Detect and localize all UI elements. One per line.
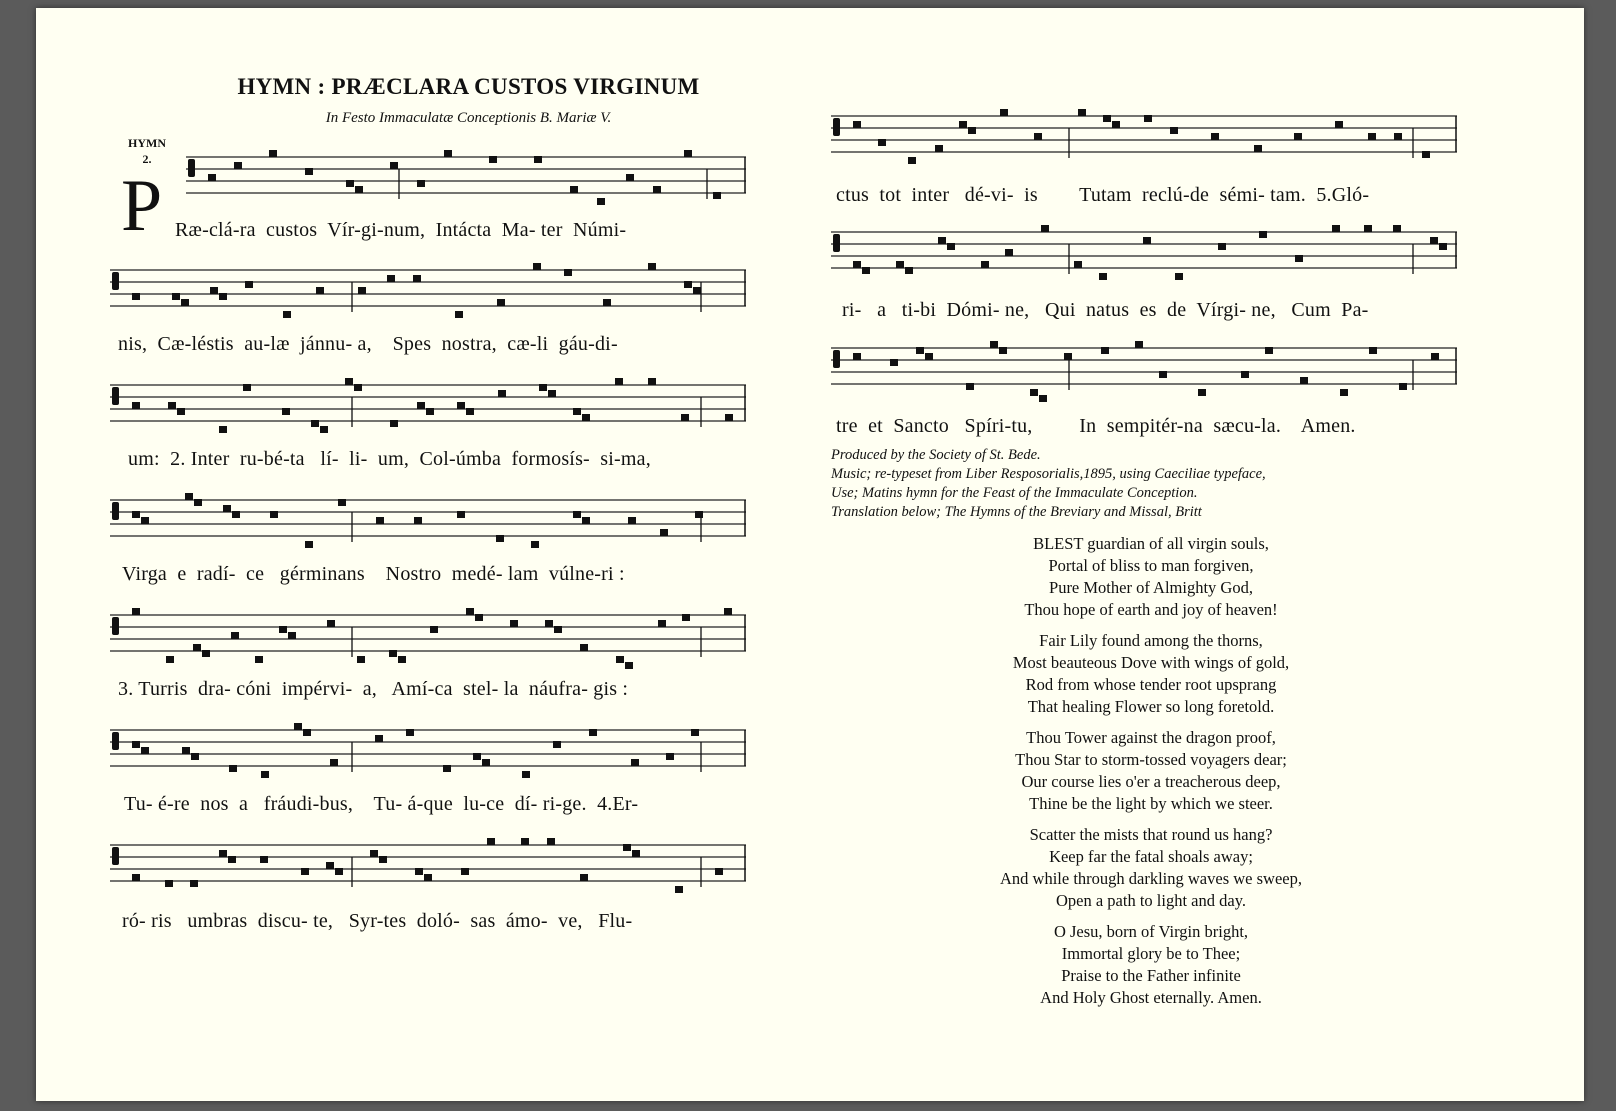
neume-note xyxy=(282,408,290,415)
clef-icon xyxy=(112,272,119,290)
neume-note xyxy=(713,192,721,199)
neume-note xyxy=(141,747,149,754)
neume-note xyxy=(554,626,562,633)
chant-staff xyxy=(110,373,746,433)
neume-note xyxy=(1294,133,1302,140)
neume-note xyxy=(387,275,395,282)
credits-block xyxy=(831,446,1471,522)
neume-note xyxy=(1335,121,1343,128)
neume-note xyxy=(376,517,384,524)
neume-note xyxy=(190,880,198,887)
neume-note xyxy=(999,347,1007,354)
translation-line: Thou Star to storm-tossed voyagers dear; xyxy=(1015,750,1287,769)
translation-block xyxy=(831,533,1471,1018)
neume-note xyxy=(533,263,541,270)
neume-note xyxy=(1340,389,1348,396)
neume-note xyxy=(531,541,539,548)
neume-note xyxy=(338,499,346,506)
neume-note xyxy=(132,741,140,748)
neume-note xyxy=(457,511,465,518)
translation-line: Thou hope of earth and joy of heaven! xyxy=(1024,600,1278,619)
translation-stanza xyxy=(831,727,1471,815)
translation-line: Fair Lily found among the thorns, xyxy=(1039,631,1263,650)
neume-note xyxy=(305,541,313,548)
translation-stanza xyxy=(831,630,1471,718)
chant-staff xyxy=(110,718,746,778)
chant-staff xyxy=(831,336,1457,396)
neume-note xyxy=(1241,371,1249,378)
translation-line: Rod from whose tender root upsprang xyxy=(1025,675,1277,694)
neume-note xyxy=(305,168,313,175)
neume-note xyxy=(424,874,432,881)
neume-note xyxy=(896,261,904,268)
neume-note xyxy=(1099,273,1107,280)
neume-note xyxy=(327,620,335,627)
neume-note xyxy=(466,608,474,615)
neume-note xyxy=(1369,347,1377,354)
translation-line: Immortal glory be to Thee; xyxy=(1061,944,1241,963)
neume-note xyxy=(294,723,302,730)
neume-note xyxy=(1030,389,1038,396)
neume-note xyxy=(564,269,572,276)
neume-note xyxy=(132,511,140,518)
neume-note xyxy=(270,511,278,518)
translation-stanza xyxy=(831,824,1471,912)
neume-note xyxy=(406,729,414,736)
chant-staff xyxy=(110,833,746,893)
neume-note xyxy=(245,281,253,288)
neume-note xyxy=(521,838,529,845)
lyric-line: nis, Cæ-léstis au-læ jánnu- a, Spes nostra, cæ-li gáu-di- xyxy=(118,333,618,355)
neume-note xyxy=(303,729,311,736)
neume-note xyxy=(1000,109,1008,116)
neume-note xyxy=(288,632,296,639)
translation-line: Praise to the Father infinite xyxy=(1061,966,1241,985)
neume-note xyxy=(194,499,202,506)
neume-note xyxy=(878,139,886,146)
lyric-line: Ræ-clá-ra custos Vír-gi-num, Intácta Ma- ter Númi- xyxy=(175,219,627,241)
neume-note xyxy=(370,850,378,857)
neume-note xyxy=(853,353,861,360)
neume-note xyxy=(625,662,633,669)
neume-note xyxy=(1211,133,1219,140)
neume-note xyxy=(615,378,623,385)
neume-note xyxy=(1399,383,1407,390)
neume-note xyxy=(603,299,611,306)
translation-line: BLEST guardian of all virgin souls, xyxy=(1033,534,1269,553)
neume-note xyxy=(935,145,943,152)
neume-note xyxy=(172,293,180,300)
translation-line: Pure Mother of Almighty God, xyxy=(1049,578,1253,597)
neume-note xyxy=(1101,347,1109,354)
neume-note xyxy=(582,517,590,524)
clef-icon xyxy=(112,732,119,750)
neume-note xyxy=(695,511,703,518)
clef-icon xyxy=(188,159,195,177)
neume-note xyxy=(853,261,861,268)
neume-note xyxy=(202,650,210,657)
hymn-number-label xyxy=(119,135,175,167)
neume-note xyxy=(1422,151,1430,158)
neume-note xyxy=(1005,249,1013,256)
neume-note xyxy=(414,517,422,524)
neume-note xyxy=(938,237,946,244)
hymn-label-word: HYMN xyxy=(128,136,166,150)
chant-staff xyxy=(831,104,1457,164)
translation-stanza xyxy=(831,921,1471,1009)
neume-note xyxy=(1430,237,1438,244)
translation-line: Keep far the fatal shoals away; xyxy=(1049,847,1253,866)
neume-note xyxy=(682,614,690,621)
neume-note xyxy=(261,771,269,778)
lyric-line: um: 2. Inter ru-bé-ta lí- li- um, Col-úmba formosís- si-ma, xyxy=(128,448,651,470)
neume-note xyxy=(925,353,933,360)
neume-note xyxy=(553,741,561,748)
neume-note xyxy=(379,856,387,863)
drop-cap-initial: P xyxy=(121,165,163,247)
neume-note xyxy=(489,156,497,163)
neume-note xyxy=(959,121,967,128)
neume-note xyxy=(357,656,365,663)
neume-note xyxy=(666,753,674,760)
neume-note xyxy=(231,632,239,639)
neume-note xyxy=(684,150,692,157)
neume-note xyxy=(455,311,463,318)
neume-note xyxy=(1175,273,1183,280)
neume-note xyxy=(330,759,338,766)
neume-note xyxy=(335,868,343,875)
neume-note xyxy=(185,493,193,500)
neume-note xyxy=(182,747,190,754)
neume-note xyxy=(132,402,140,409)
lyric-line: ctus tot inter dé-vi- is Tutam reclú-de sémi- tam. 5.Gló- xyxy=(836,184,1370,206)
credits-line: Translation below; The Hymns of the Breviary and Missal, Britt xyxy=(831,504,1202,520)
neume-note xyxy=(916,347,924,354)
neume-note xyxy=(539,384,547,391)
neume-note xyxy=(311,420,319,427)
neume-note xyxy=(628,517,636,524)
neume-note xyxy=(457,402,465,409)
neume-note xyxy=(1135,341,1143,348)
translation-line: Open a path to light and day. xyxy=(1055,891,1246,910)
neume-note xyxy=(165,880,173,887)
neume-note xyxy=(466,408,474,415)
translation-line: O Jesu, born of Virgin bright, xyxy=(1053,922,1249,941)
neume-note xyxy=(132,608,140,615)
neume-note xyxy=(430,626,438,633)
neume-note xyxy=(510,620,518,627)
neume-note xyxy=(1039,395,1047,402)
hymn-label-number: 2. xyxy=(142,152,152,166)
chant-staff xyxy=(110,603,746,663)
neume-note xyxy=(1034,133,1042,140)
neume-note xyxy=(320,426,328,433)
neume-note xyxy=(681,414,689,421)
neume-note xyxy=(346,180,354,187)
neume-note xyxy=(675,886,683,893)
neume-note xyxy=(570,186,578,193)
neume-note xyxy=(496,535,504,542)
translation-line: Scatter the mists that round us hang? xyxy=(1029,825,1273,844)
neume-note xyxy=(426,408,434,415)
neume-note xyxy=(219,293,227,300)
neume-note xyxy=(444,150,452,157)
neume-note xyxy=(548,390,556,397)
neume-note xyxy=(355,186,363,193)
neume-note xyxy=(166,656,174,663)
neume-note xyxy=(981,261,989,268)
translation-line: And Holy Ghost eternally. Amen. xyxy=(1040,988,1262,1007)
neume-note xyxy=(168,402,176,409)
neume-note xyxy=(1198,389,1206,396)
neume-note xyxy=(545,620,553,627)
neume-note xyxy=(1439,243,1447,250)
neume-note xyxy=(482,759,490,766)
lyric-line: ró- ris umbras discu- te, Syr-tes doló- sas ámo- ve, Flu- xyxy=(122,910,633,932)
neume-note xyxy=(417,180,425,187)
neume-note xyxy=(193,644,201,651)
neume-note xyxy=(415,868,423,875)
neume-note xyxy=(375,735,383,742)
neume-note xyxy=(1431,353,1439,360)
neume-note xyxy=(232,511,240,518)
neume-note xyxy=(648,263,656,270)
neume-note xyxy=(345,378,353,385)
neume-note xyxy=(1078,109,1086,116)
document-page xyxy=(36,8,1584,1101)
neume-note xyxy=(1074,261,1082,268)
neume-note xyxy=(234,162,242,169)
neume-note xyxy=(582,414,590,421)
translation-line: Thine be the light by which we steer. xyxy=(1029,794,1273,813)
neume-note xyxy=(547,838,555,845)
translation-line: Our course lies o'er a treacherous deep, xyxy=(1021,772,1281,791)
neume-note xyxy=(1259,231,1267,238)
neume-note xyxy=(417,402,425,409)
neume-note xyxy=(1170,127,1178,134)
translation-stanza xyxy=(831,533,1471,621)
lyric-line: Virga e radí- ce gérminans Nostro medé- lam vúlne-ri : xyxy=(122,563,625,585)
clef-icon xyxy=(833,234,840,252)
chant-staff xyxy=(110,488,746,548)
neume-note xyxy=(1295,255,1303,262)
neume-note xyxy=(141,517,149,524)
translation-line: Most beauteous Dove with wings of gold, xyxy=(1012,653,1290,672)
neume-note xyxy=(580,874,588,881)
translation-line: That healing Flower so long foretold. xyxy=(1027,697,1275,716)
chant-staff xyxy=(831,220,1457,280)
clef-icon xyxy=(112,847,119,865)
neume-note xyxy=(966,383,974,390)
neume-note xyxy=(177,408,185,415)
neume-note xyxy=(498,390,506,397)
neume-note xyxy=(693,287,701,294)
neume-note xyxy=(219,426,227,433)
neume-note xyxy=(947,243,955,250)
neume-note xyxy=(691,729,699,736)
neume-note xyxy=(255,656,263,663)
neume-note xyxy=(1159,371,1167,378)
neume-note xyxy=(389,650,397,657)
neume-note xyxy=(1393,225,1401,232)
neume-note xyxy=(573,408,581,415)
neume-note xyxy=(398,656,406,663)
clef-icon xyxy=(833,350,840,368)
neume-note xyxy=(573,511,581,518)
neume-note xyxy=(269,150,277,157)
neume-note xyxy=(326,862,334,869)
neume-note xyxy=(390,162,398,169)
clef-icon xyxy=(112,387,119,405)
neume-note xyxy=(316,287,324,294)
neume-note xyxy=(660,529,668,536)
credits-line: Music; re-typeset from Liber Resposorialis,1895, using Caeciliae typeface, xyxy=(831,466,1266,482)
neume-note xyxy=(1218,243,1226,250)
neume-note xyxy=(1394,133,1402,140)
neume-note xyxy=(243,384,251,391)
neume-note xyxy=(1332,225,1340,232)
clef-icon xyxy=(112,502,119,520)
neume-note xyxy=(623,844,631,851)
neume-note xyxy=(1143,237,1151,244)
neume-note xyxy=(1041,225,1049,232)
chant-staff xyxy=(110,258,746,318)
translation-line: Thou Tower against the dragon proof, xyxy=(1026,728,1276,747)
neume-note xyxy=(522,771,530,778)
neume-note xyxy=(413,275,421,282)
neume-note xyxy=(990,341,998,348)
neume-note xyxy=(497,299,505,306)
neume-note xyxy=(1300,377,1308,384)
neume-note xyxy=(648,378,656,385)
neume-note xyxy=(580,644,588,651)
neume-note xyxy=(653,186,661,193)
neume-note xyxy=(132,874,140,881)
neume-note xyxy=(908,157,916,164)
neume-note xyxy=(968,127,976,134)
neume-note xyxy=(1254,145,1262,152)
neume-note xyxy=(181,299,189,306)
translation-line: Portal of bliss to man forgiven, xyxy=(1048,556,1254,575)
neume-note xyxy=(597,198,605,205)
neume-note xyxy=(228,856,236,863)
neume-note xyxy=(223,505,231,512)
neume-note xyxy=(283,311,291,318)
neume-note xyxy=(219,850,227,857)
neume-note xyxy=(534,156,542,163)
neume-note xyxy=(1368,133,1376,140)
chant-staff xyxy=(186,145,746,205)
neume-note xyxy=(358,287,366,294)
neume-note xyxy=(229,765,237,772)
lyric-line: ri- a ti-bi Dómi- ne, Qui natus es de Vírgi- ne, Cum Pa- xyxy=(842,299,1369,321)
neume-note xyxy=(461,868,469,875)
neume-note xyxy=(301,868,309,875)
neume-note xyxy=(589,729,597,736)
neume-note xyxy=(715,868,723,875)
translation-line: And while through darkling waves we sweep, xyxy=(1000,869,1302,888)
neume-note xyxy=(632,850,640,857)
neume-note xyxy=(853,121,861,128)
hymn-title: HYMN : PRÆCLARA CUSTOS VIRGINUM xyxy=(237,74,700,99)
neume-note xyxy=(473,753,481,760)
neume-note xyxy=(1103,115,1111,122)
neume-note xyxy=(862,267,870,274)
lyric-line: Tu- é-re nos a fráudi-bus, Tu- á-que lu-ce dí- ri-ge. 4.Er- xyxy=(124,793,639,815)
neume-note xyxy=(631,759,639,766)
neume-note xyxy=(905,267,913,274)
neume-note xyxy=(1064,353,1072,360)
neume-note xyxy=(443,765,451,772)
neume-note xyxy=(208,174,216,181)
neume-note xyxy=(390,420,398,427)
neume-note xyxy=(1364,225,1372,232)
neume-note xyxy=(616,656,624,663)
clef-icon xyxy=(112,617,119,635)
clef-icon xyxy=(833,118,840,136)
neume-note xyxy=(1144,115,1152,122)
neume-note xyxy=(191,753,199,760)
neume-note xyxy=(260,856,268,863)
neume-note xyxy=(626,174,634,181)
neume-note xyxy=(890,359,898,366)
neume-note xyxy=(279,626,287,633)
neume-note xyxy=(132,293,140,300)
credits-line: Use; Matins hymn for the Feast of the Immaculate Conception. xyxy=(831,485,1198,501)
neume-note xyxy=(724,608,732,615)
neume-note xyxy=(725,414,733,421)
hymn-subtitle: In Festo Immaculatæ Conceptionis B. Mariæ V. xyxy=(325,110,612,126)
neume-note xyxy=(658,620,666,627)
neume-note xyxy=(684,281,692,288)
neume-note xyxy=(210,287,218,294)
lyric-line: tre et Sancto Spíri-tu, In sempitér-na sæcu-la. Amen. xyxy=(836,415,1356,437)
neume-note xyxy=(1265,347,1273,354)
credits-line: Produced by the Society of St. Bede. xyxy=(831,447,1041,463)
neume-note xyxy=(1112,121,1120,128)
neume-note xyxy=(354,384,362,391)
lyric-line: 3. Turris dra- cóni impérvi- a, Amí-ca stel- la náufra- gis : xyxy=(118,678,629,700)
neume-note xyxy=(487,838,495,845)
neume-note xyxy=(475,614,483,621)
